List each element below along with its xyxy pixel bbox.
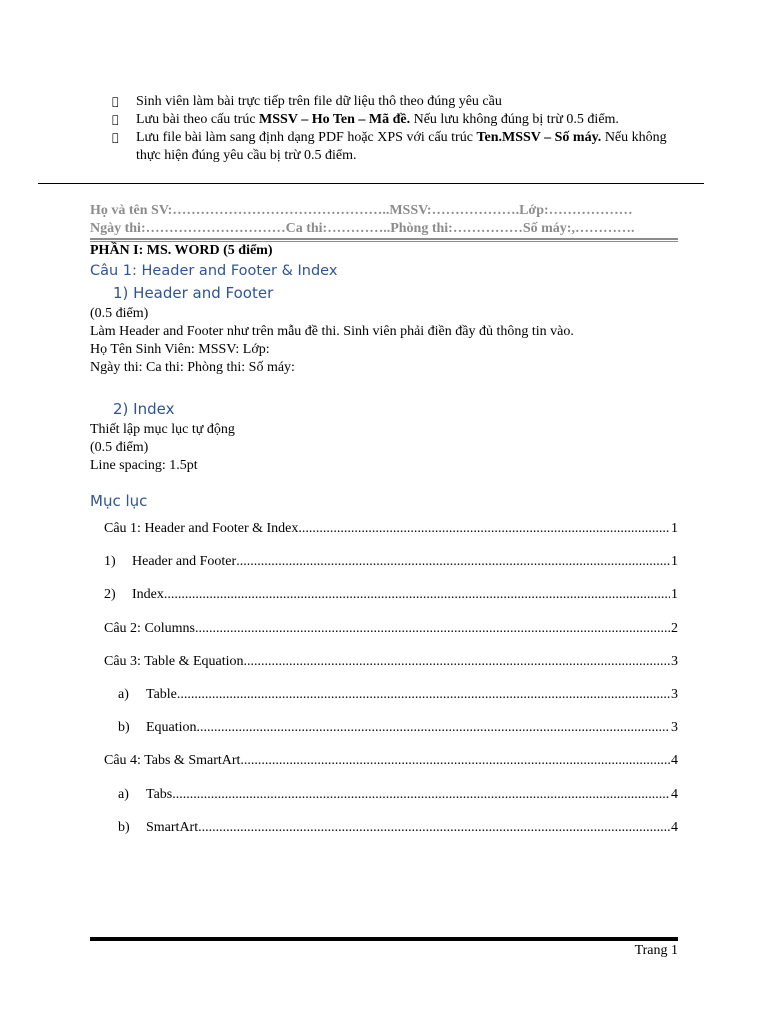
toc-leader-dots — [177, 687, 670, 703]
toc-leader-dots — [172, 787, 670, 803]
page-number: Trang 1 — [634, 943, 678, 958]
toc-entry-page: 1 — [671, 587, 678, 602]
sub2-line: Thiết lập mục lục tự động — [90, 422, 235, 437]
toc-entry-label: Tabs — [146, 787, 173, 802]
toc-entry-number: a) — [118, 687, 129, 702]
toc-entry-label: Câu 2: Columns — [104, 621, 196, 636]
toc-leader-dots — [244, 654, 670, 670]
toc-entry[interactable] — [104, 587, 678, 605]
instruction-text: Lưu file bài làm sang định dạng PDF hoặc XPS với cấu trúc — [136, 130, 477, 145]
toc-entry-page: 1 — [671, 554, 678, 569]
sub1-line: (0.5 điểm) — [90, 306, 149, 321]
toc-leader-dots — [195, 621, 670, 637]
toc-entry-number: 1) — [104, 554, 116, 569]
toc-entry-page: 4 — [671, 787, 678, 802]
instruction-text: Sinh viên làm bài trực tiếp trên file dữ liệu thô theo đúng yêu cầu — [136, 94, 502, 109]
toc-entry[interactable] — [104, 621, 678, 639]
toc-leader-dots — [298, 521, 670, 537]
toc-entry[interactable] — [104, 820, 678, 838]
instruction-text: Nếu lưu không đúng bị trừ 0.5 điểm. — [410, 112, 619, 127]
subheading-index: 2) Index — [113, 400, 175, 418]
student-info-line1: Họ và tên SV:………………………………………..MSSV:……………….Lớp:……………… — [90, 203, 633, 218]
toc-entry-label: Equation — [146, 720, 197, 735]
toc-entry-number: 2) — [104, 587, 116, 602]
toc-entry[interactable] — [104, 554, 678, 572]
toc-leader-dots — [164, 587, 670, 603]
toc-entry-label: SmartArt — [146, 820, 199, 835]
instruction-text: Lưu bài theo cấu trúc — [136, 112, 260, 127]
toc-entry-page: 3 — [671, 687, 678, 702]
table-of-contents — [104, 0, 678, 1024]
toc-entry[interactable] — [104, 720, 678, 738]
toc-entry-label: Table — [146, 687, 177, 702]
toc-entry[interactable] — [104, 654, 678, 672]
sub1-line: Họ Tên Sinh Viên: MSSV: Lớp: — [90, 342, 270, 357]
sub1-line: Ngày thi: Ca thi: Phòng thi: Số máy: — [90, 360, 295, 375]
instruction-emphasis: MSSV – Ho Ten – Mã đề. — [259, 112, 411, 127]
question1-heading: Câu 1: Header and Footer & Index — [90, 263, 338, 279]
sub1-line: Làm Header and Footer như trên mẫu đề thi. Sinh viên phải điền đầy đủ thông tin vào. — [90, 324, 574, 339]
toc-entry-page: 3 — [671, 720, 678, 735]
toc-entry-page: 3 — [671, 654, 678, 669]
toc-entry[interactable] — [104, 687, 678, 705]
subheading-header-footer: 1) Header and Footer — [113, 284, 274, 302]
toc-entry-number: a) — [118, 787, 129, 802]
student-info-line2: Ngày thi:…………………………Ca thi:…………..Phòng thi:……………Số máy:,…………. — [90, 221, 635, 236]
toc-leader-dots — [236, 554, 670, 570]
toc-entry-page: 1 — [671, 521, 678, 536]
footer-divider — [90, 937, 678, 941]
toc-entry-label: Câu 3: Table & Equation — [104, 654, 244, 669]
toc-leader-dots — [240, 753, 670, 769]
toc-title: Mục lục — [90, 492, 148, 510]
toc-entry-number: b) — [118, 820, 130, 835]
toc-entry-label: Index — [132, 587, 164, 602]
toc-entry-label: Câu 1: Header and Footer & Index — [104, 521, 299, 536]
toc-entry-label: Câu 4: Tabs & SmartArt — [104, 753, 241, 768]
instruction-text: Nếu không thực hiện đúng yêu cầu bị trừ 0.5 điểm. — [136, 130, 667, 163]
toc-entry[interactable] — [104, 521, 678, 539]
toc-entry[interactable] — [104, 787, 678, 805]
sub2-line: Line spacing: 1.5pt — [90, 458, 198, 473]
toc-leader-dots — [198, 820, 670, 836]
part-title: PHẦN I: MS. WORD (5 điểm) — [90, 243, 273, 258]
toc-entry-page: 2 — [671, 621, 678, 636]
toc-entry[interactable] — [104, 753, 678, 771]
toc-entry-page: 4 — [671, 820, 678, 835]
instruction-emphasis: Ten.MSSV – Số máy. — [476, 130, 602, 145]
sub2-line: (0.5 điểm) — [90, 440, 149, 455]
toc-entry-label: Header and Footer — [132, 554, 237, 569]
toc-entry-page: 4 — [671, 753, 678, 768]
toc-entry-number: b) — [118, 720, 130, 735]
toc-leader-dots — [197, 720, 670, 736]
